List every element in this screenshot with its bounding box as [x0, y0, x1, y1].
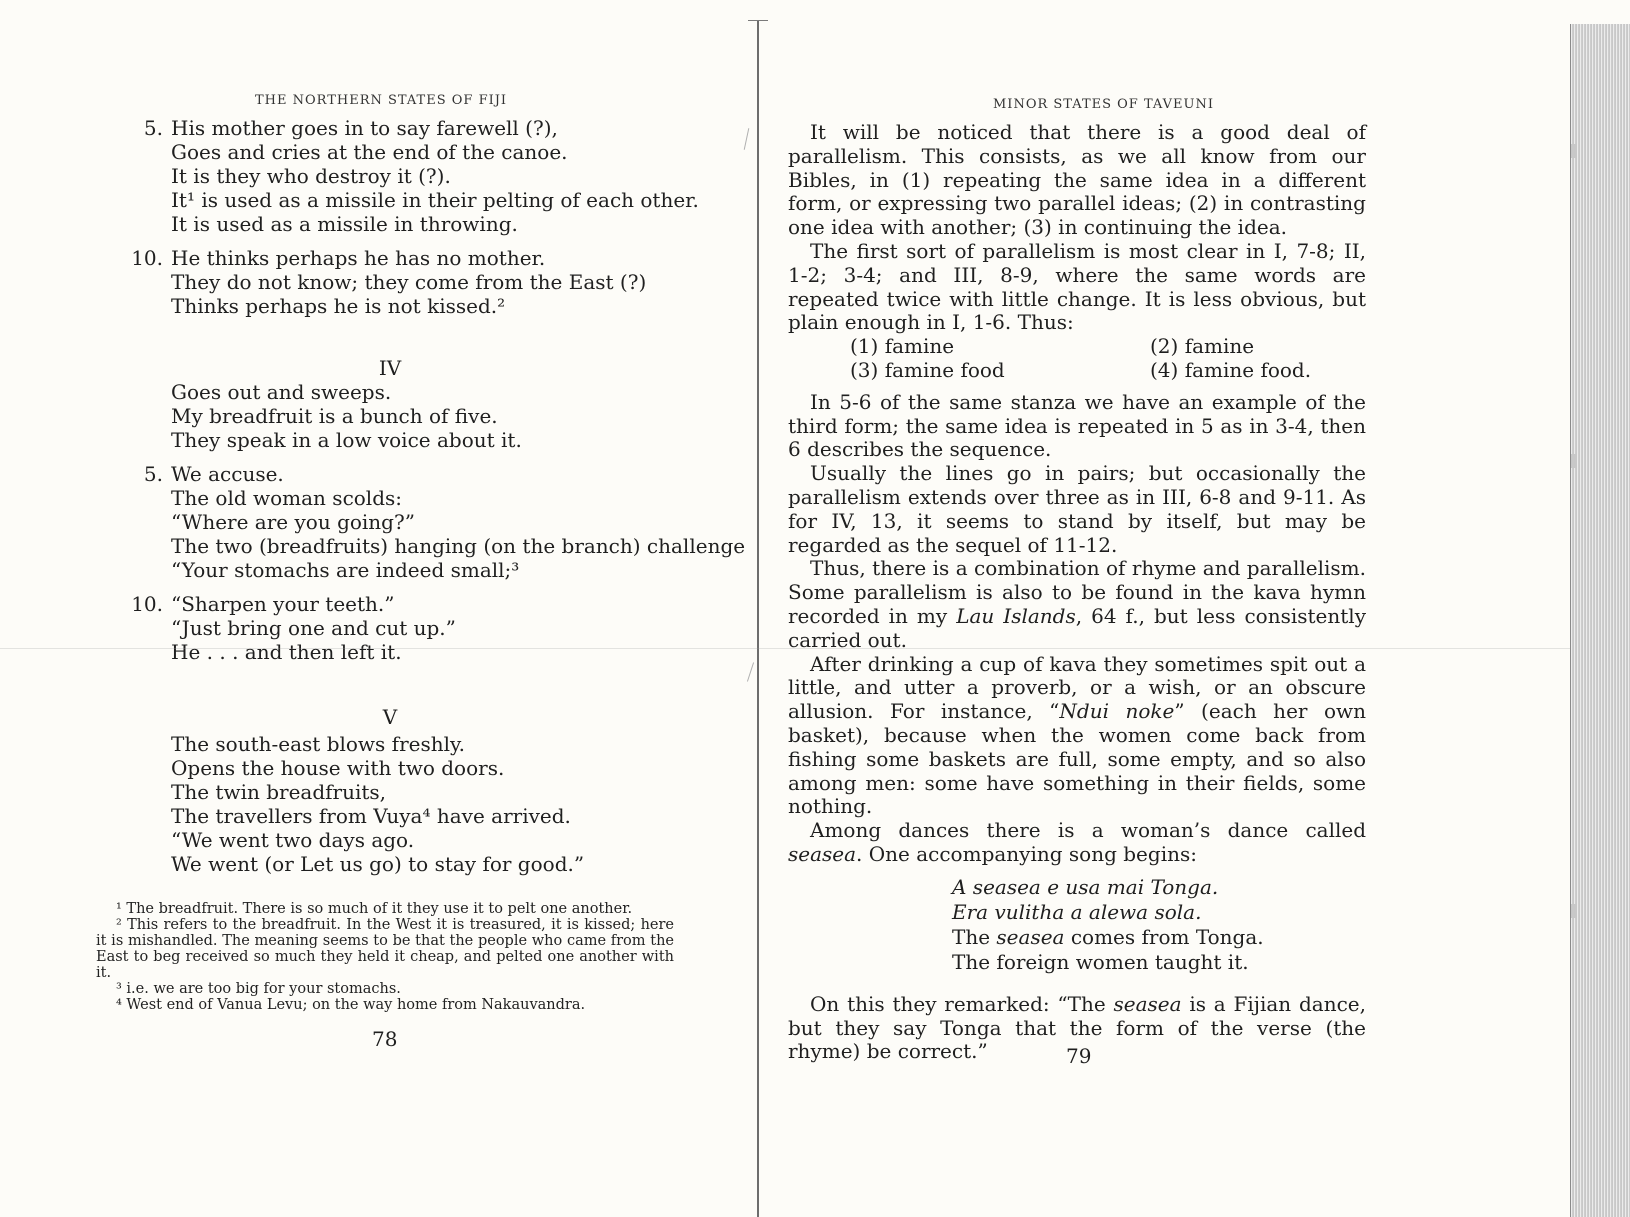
paragraph: Among dances there is a woman’s dance called seasea. One accompanying song begins: — [788, 818, 1366, 866]
verse-line — [143, 616, 745, 640]
prose-body — [788, 121, 1366, 1064]
verse-line — [143, 270, 699, 294]
list-item: (4) famine food. — [1150, 357, 1312, 382]
verse-line — [143, 116, 699, 140]
verse-text: He thinks perhaps he has no mother. — [171, 246, 546, 270]
verse-line — [143, 462, 745, 486]
paragraph: Usually the lines go in pairs; but occasionally the parallelism extends over three as in III, 6-8 and 9-11. As for IV, 13, it seems to stand by itself, but may be regarded as the sequel of 11-12. — [788, 461, 1366, 557]
fijian-phrase: Ndui noke — [1059, 699, 1175, 724]
paragraph: In 5-6 of the same stanza we have an example of the third form; the same idea is repeated in 5 as in 3-4, then 6 describes the sequence. — [788, 389, 1366, 462]
line-number: 10. — [131, 592, 163, 616]
verse-text: Thinks perhaps he is not kissed.² — [171, 294, 506, 318]
dance-name: seasea — [788, 841, 857, 866]
book-title: Lau Islands — [956, 603, 1076, 628]
line-number: 5. — [143, 462, 163, 486]
footnotes — [96, 901, 674, 1013]
list-item: (3) famine food — [850, 357, 1005, 382]
seasea-song — [952, 875, 1366, 975]
verse-text: They do not know; they come from the East (?) — [171, 270, 647, 294]
running-head: MINOR STATES OF TAVEUNI — [993, 97, 1214, 112]
verse-text: Goes and cries at the end of the canoe. — [171, 140, 568, 164]
footnote: ¹ The breadfruit. There is so much of it they use it to pelt one another. — [116, 901, 633, 917]
paragraph: The first sort of parallelism is most clear in I, 7-8; II, 1-2; 3-4; and III, 8-9, where the same words are repeated twice with little change. It is less obvious, but plain enough in I, 1-6. Thus: — [788, 238, 1366, 335]
gutter-line — [757, 20, 759, 1217]
stanza-heading-v: V — [382, 705, 398, 729]
page-edges — [1570, 24, 1630, 1217]
verse-text: The south-east blows freshly. — [171, 732, 466, 756]
verse-text: The travellers from Vuya⁴ have arrived. — [171, 804, 571, 828]
verse-text: It is used as a missile in throwing. — [171, 212, 518, 236]
footnote: ⁴ West end of Vanua Levu; on the way home from Nakauvandra. — [116, 997, 586, 1013]
verse-text: “Your stomachs are indeed small;³ — [171, 558, 520, 582]
verse-line — [143, 640, 745, 664]
verse-block-stanza-v — [143, 732, 584, 876]
paragraph: After drinking a cup of kava they sometimes spit out a little, and utter a proverb, or a wish, or an obscure allusion. For instance, “Ndui noke” (each her own basket), because when the women come back from fishing some baskets are full, some empty, and so also among men: some have something in their fields, some nothing. — [788, 651, 1366, 819]
verse-text: Opens the house with two doors. — [171, 756, 505, 780]
verse-line — [143, 188, 699, 212]
verse-line — [131, 246, 699, 270]
paragraph: On this they remarked: “The seasea is a Fijian dance, but they say Tonga that the form of the verse (the rhyme) be correct.” — [788, 991, 1366, 1064]
dance-name: seasea — [1113, 991, 1182, 1016]
line-number: 10. — [131, 246, 163, 270]
list-item: (1) famine — [850, 334, 955, 359]
verse-text: Goes out and sweeps. — [171, 380, 392, 404]
line-number: 5. — [143, 116, 163, 140]
verse-text: The two (breadfruits) hanging (on the branch) challenge — [171, 534, 746, 558]
running-head: THE NORTHERN STATES OF FIJI — [255, 93, 508, 108]
verse-text: “Just bring one and cut up.” — [171, 616, 456, 640]
verse-line — [143, 534, 745, 558]
page-number: 78 — [372, 1027, 398, 1051]
verse-line — [143, 164, 699, 188]
verse-text: We went (or Let us go) to stay for good.” — [171, 852, 585, 876]
verse-line — [143, 852, 584, 876]
verse-line — [143, 380, 745, 404]
song-line: A seasea e usa mai Tonga. — [952, 874, 1219, 899]
verse-line — [143, 558, 745, 582]
verse-text: “We went two days ago. — [171, 828, 415, 852]
verse-line — [143, 780, 584, 804]
footnote: ³ i.e. we are too big for your stomachs. — [116, 981, 401, 997]
verse-line — [143, 732, 584, 756]
verse-line — [143, 294, 699, 318]
right-page — [760, 0, 1570, 1217]
left-page — [0, 0, 760, 1217]
verse-text: They speak in a low voice about it. — [171, 428, 522, 452]
verse-line — [143, 804, 584, 828]
verse-text: It¹ is used as a missile in their pelting of each other. — [171, 188, 699, 212]
verse-line — [143, 828, 584, 852]
verse-line — [143, 486, 745, 510]
verse-text: My breadfruit is a bunch of five. — [171, 404, 498, 428]
verse-line — [131, 592, 745, 616]
verse-text: “Sharpen your teeth.” — [171, 592, 395, 616]
verse-line — [143, 404, 745, 428]
verse-text: We accuse. — [171, 462, 284, 486]
stanza-heading-iv: IV — [378, 356, 402, 380]
verse-text: It is they who destroy it (?). — [171, 164, 451, 188]
verse-line — [143, 140, 699, 164]
verse-text: His mother goes in to say farewell (?), — [171, 116, 558, 140]
verse-block-continuation — [131, 116, 699, 318]
verse-text: The twin breadfruits, — [171, 780, 387, 804]
verse-text: The old woman scolds: — [171, 486, 403, 510]
verse-line — [143, 212, 699, 236]
verse-line — [143, 756, 584, 780]
page-number: 79 — [1066, 1044, 1092, 1068]
footnote: ² This refers to the breadfruit. In the West it is treasured, it is kissed; here it is mishandled. The meaning seems to be that the people who came from the East to beg received so much they held it cheap, and pelted one another with it. — [96, 917, 674, 981]
famine-list — [850, 335, 1366, 383]
song-line: The foreign women taught it. — [952, 949, 1249, 974]
verse-line — [143, 510, 745, 534]
song-line: Era vulitha a alewa sola. — [952, 899, 1202, 924]
verse-text: He . . . and then left it. — [171, 640, 402, 664]
paragraph: Thus, there is a combination of rhyme and parallelism. Some parallelism is also to be found in the kava hymn recorded in my Lau Islands, 64 f., but less consistently carried out. — [788, 556, 1366, 652]
verse-line — [143, 428, 745, 452]
verse-text: “Where are you going?” — [171, 510, 415, 534]
list-item: (2) famine — [1150, 334, 1255, 359]
song-line: The seasea comes from Tonga. — [952, 924, 1264, 949]
paragraph: It will be noticed that there is a good deal of parallelism. This consists, as we all know from our Bibles, in (1) repeating the same idea in a different form, or expressing two parallel ideas; (2) in contrasting one idea with another; (3) in continuing the idea. — [788, 120, 1366, 240]
verse-block-stanza-iv — [131, 380, 746, 664]
